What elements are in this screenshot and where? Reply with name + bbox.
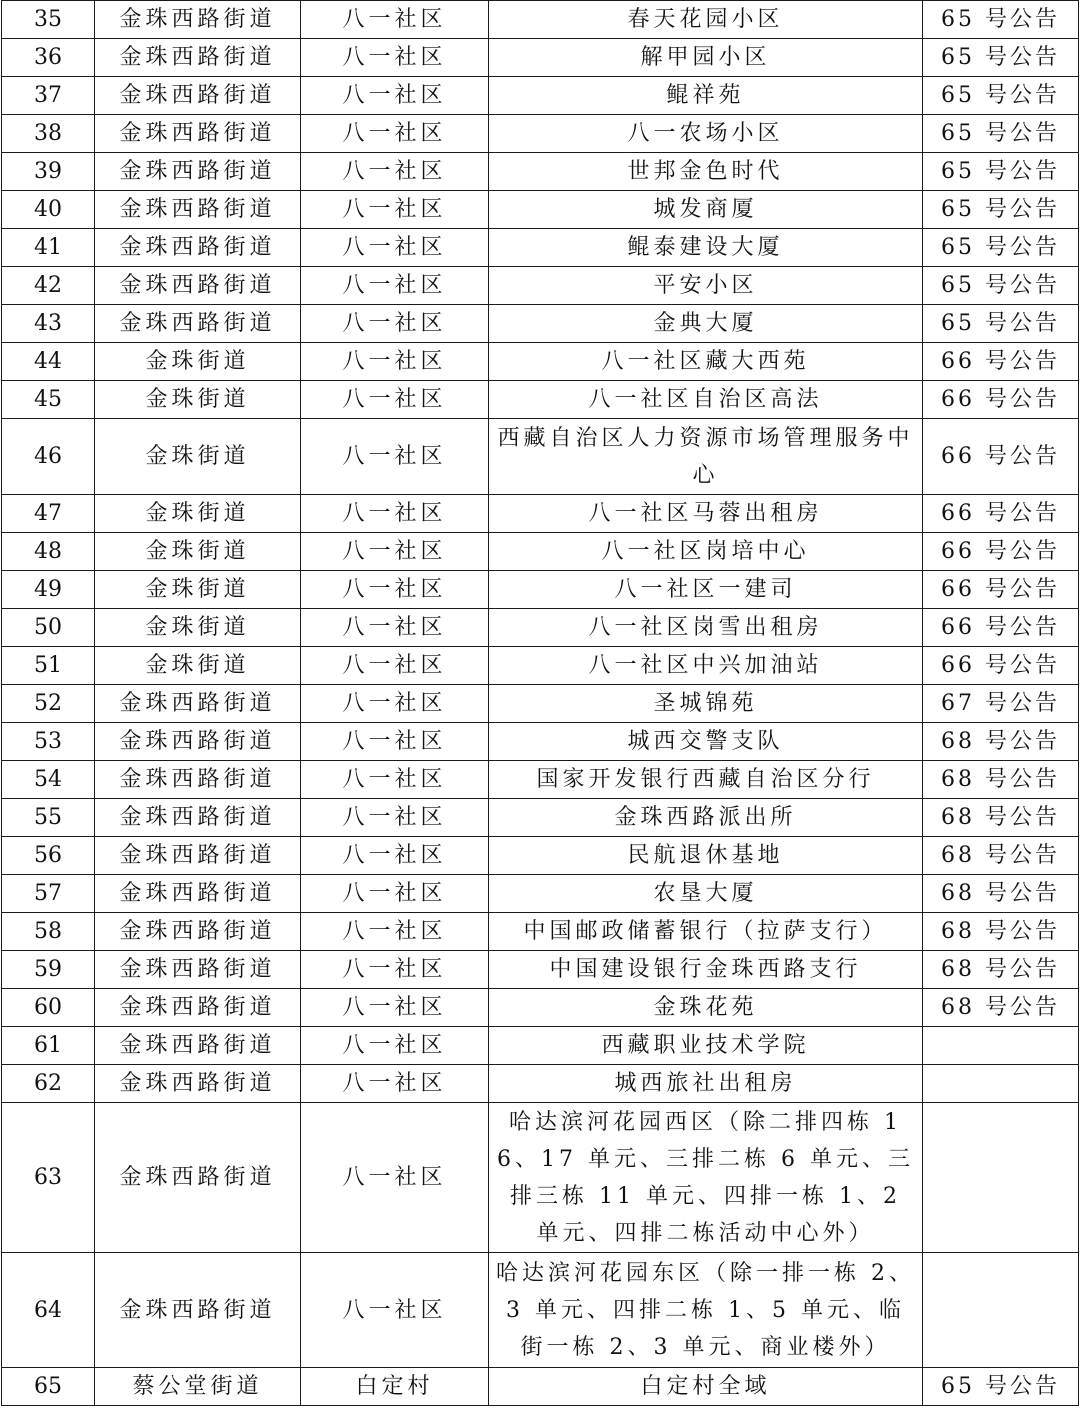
area-cell: 城西交警支队 (489, 723, 923, 761)
table-row (2, 761, 1079, 799)
community-cell: 八一社区 (301, 77, 489, 115)
street-cell: 金珠西路街道 (95, 305, 301, 343)
row-number-cell: 60 (2, 989, 95, 1027)
area-cell: 民航退休基地 (489, 837, 923, 875)
community-cell: 八一社区 (301, 609, 489, 647)
row-number-cell: 35 (2, 1, 95, 39)
area-cell: 八一社区藏大西苑 (489, 343, 923, 381)
community-cell: 八一社区 (301, 419, 489, 495)
notice-cell: 68 号公告 (923, 723, 1079, 761)
table-row (2, 951, 1079, 989)
row-number-cell: 58 (2, 913, 95, 951)
table-row (2, 343, 1079, 381)
row-number-cell: 62 (2, 1065, 95, 1103)
community-cell: 八一社区 (301, 153, 489, 191)
area-cell: 中国邮政储蓄银行（拉萨支行） (489, 913, 923, 951)
area-cell: 西藏自治区人力资源市场管理服务中心 (489, 419, 923, 495)
table-row (2, 913, 1079, 951)
community-cell: 八一社区 (301, 989, 489, 1027)
community-cell: 八一社区 (301, 305, 489, 343)
table-row (2, 723, 1079, 761)
area-cell: 鲲祥苑 (489, 77, 923, 115)
table-row (2, 1, 1079, 39)
notice-cell: 65 号公告 (923, 305, 1079, 343)
table-row (2, 837, 1079, 875)
row-number-cell: 54 (2, 761, 95, 799)
community-cell: 八一社区 (301, 1065, 489, 1103)
row-number-cell: 41 (2, 229, 95, 267)
notice-cell (923, 1065, 1079, 1103)
table-row (2, 799, 1079, 837)
street-cell: 金珠西路街道 (95, 799, 301, 837)
table-row (2, 571, 1079, 609)
street-cell: 金珠西路街道 (95, 1103, 301, 1253)
table-row (2, 39, 1079, 77)
notice-cell: 66 号公告 (923, 419, 1079, 495)
row-number-cell: 52 (2, 685, 95, 723)
street-cell: 金珠西路街道 (95, 153, 301, 191)
row-number-cell: 53 (2, 723, 95, 761)
community-cell: 八一社区 (301, 951, 489, 989)
community-cell: 八一社区 (301, 267, 489, 305)
street-cell: 金珠西路街道 (95, 191, 301, 229)
closure-area-table (1, 0, 1079, 1406)
table-row (2, 989, 1079, 1027)
row-number-cell: 64 (2, 1253, 95, 1368)
table-row (2, 609, 1079, 647)
street-cell: 金珠西路街道 (95, 1253, 301, 1368)
table-row (2, 229, 1079, 267)
row-number-cell: 56 (2, 837, 95, 875)
row-number-cell: 39 (2, 153, 95, 191)
community-cell: 八一社区 (301, 495, 489, 533)
table-row (2, 1065, 1079, 1103)
community-cell: 八一社区 (301, 837, 489, 875)
street-cell: 金珠西路街道 (95, 761, 301, 799)
street-cell: 金珠西路街道 (95, 723, 301, 761)
area-cell: 国家开发银行西藏自治区分行 (489, 761, 923, 799)
street-cell: 金珠街道 (95, 419, 301, 495)
community-cell: 八一社区 (301, 115, 489, 153)
notice-cell: 68 号公告 (923, 799, 1079, 837)
row-number-cell: 46 (2, 419, 95, 495)
notice-cell: 65 号公告 (923, 115, 1079, 153)
table-row (2, 381, 1079, 419)
street-cell: 金珠西路街道 (95, 1065, 301, 1103)
notice-cell: 66 号公告 (923, 343, 1079, 381)
notice-cell: 68 号公告 (923, 951, 1079, 989)
area-cell: 哈达滨河花园东区（除一排一栋 2、3 单元、四排二栋 1、5 单元、临街一栋 2、3 单元、商业楼外） (489, 1253, 923, 1368)
area-cell: 鲲泰建设大厦 (489, 229, 923, 267)
street-cell: 金珠西路街道 (95, 685, 301, 723)
street-cell: 蔡公堂街道 (95, 1368, 301, 1406)
area-cell: 农垦大厦 (489, 875, 923, 913)
community-cell: 八一社区 (301, 685, 489, 723)
community-cell: 八一社区 (301, 913, 489, 951)
table-row (2, 875, 1079, 913)
table-row (2, 1103, 1079, 1253)
community-cell: 八一社区 (301, 761, 489, 799)
area-cell: 哈达滨河花园西区（除二排四栋 16、17 单元、三排二栋 6 单元、三排三栋 11 单元、四排一栋 1、2 单元、四排二栋活动中心外） (489, 1103, 923, 1253)
community-cell: 八一社区 (301, 1, 489, 39)
area-cell: 中国建设银行金珠西路支行 (489, 951, 923, 989)
street-cell: 金珠西路街道 (95, 951, 301, 989)
area-cell: 城发商厦 (489, 191, 923, 229)
row-number-cell: 65 (2, 1368, 95, 1406)
notice-cell: 66 号公告 (923, 381, 1079, 419)
notice-cell: 66 号公告 (923, 571, 1079, 609)
area-cell: 圣城锦苑 (489, 685, 923, 723)
area-cell: 平安小区 (489, 267, 923, 305)
community-cell: 八一社区 (301, 647, 489, 685)
table-row (2, 685, 1079, 723)
area-cell: 白定村全域 (489, 1368, 923, 1406)
notice-cell: 65 号公告 (923, 229, 1079, 267)
street-cell: 金珠西路街道 (95, 77, 301, 115)
notice-cell: 68 号公告 (923, 875, 1079, 913)
area-cell: 世邦金色时代 (489, 153, 923, 191)
table-row (2, 495, 1079, 533)
notice-cell: 65 号公告 (923, 1, 1079, 39)
table-body (2, 1, 1079, 1406)
table-row (2, 533, 1079, 571)
street-cell: 金珠街道 (95, 609, 301, 647)
notice-cell: 65 号公告 (923, 191, 1079, 229)
community-cell: 八一社区 (301, 381, 489, 419)
area-cell: 金珠花苑 (489, 989, 923, 1027)
area-cell: 八一社区岗雪出租房 (489, 609, 923, 647)
area-cell: 八一社区岗培中心 (489, 533, 923, 571)
community-cell: 八一社区 (301, 1253, 489, 1368)
row-number-cell: 49 (2, 571, 95, 609)
community-cell: 八一社区 (301, 1027, 489, 1065)
area-cell: 八一社区马蓉出租房 (489, 495, 923, 533)
street-cell: 金珠西路街道 (95, 39, 301, 77)
table-row (2, 115, 1079, 153)
street-cell: 金珠街道 (95, 571, 301, 609)
row-number-cell: 42 (2, 267, 95, 305)
community-cell: 八一社区 (301, 799, 489, 837)
street-cell: 金珠西路街道 (95, 115, 301, 153)
street-cell: 金珠西路街道 (95, 837, 301, 875)
table-row (2, 1253, 1079, 1368)
row-number-cell: 43 (2, 305, 95, 343)
area-cell: 八一社区自治区高法 (489, 381, 923, 419)
row-number-cell: 50 (2, 609, 95, 647)
row-number-cell: 47 (2, 495, 95, 533)
street-cell: 金珠西路街道 (95, 989, 301, 1027)
street-cell: 金珠西路街道 (95, 267, 301, 305)
notice-cell: 68 号公告 (923, 913, 1079, 951)
row-number-cell: 51 (2, 647, 95, 685)
table-row (2, 647, 1079, 685)
community-cell: 白定村 (301, 1368, 489, 1406)
community-cell: 八一社区 (301, 571, 489, 609)
row-number-cell: 55 (2, 799, 95, 837)
notice-cell: 67 号公告 (923, 685, 1079, 723)
community-cell: 八一社区 (301, 191, 489, 229)
row-number-cell: 45 (2, 381, 95, 419)
table-row (2, 191, 1079, 229)
notice-cell: 68 号公告 (923, 761, 1079, 799)
street-cell: 金珠西路街道 (95, 913, 301, 951)
area-cell: 金珠西路派出所 (489, 799, 923, 837)
table-row (2, 153, 1079, 191)
area-cell: 八一社区一建司 (489, 571, 923, 609)
area-cell: 西藏职业技术学院 (489, 1027, 923, 1065)
community-cell: 八一社区 (301, 1103, 489, 1253)
row-number-cell: 37 (2, 77, 95, 115)
notice-cell: 65 号公告 (923, 39, 1079, 77)
community-cell: 八一社区 (301, 875, 489, 913)
area-cell: 城西旅社出租房 (489, 1065, 923, 1103)
row-number-cell: 48 (2, 533, 95, 571)
street-cell: 金珠西路街道 (95, 1, 301, 39)
area-cell: 八一社区中兴加油站 (489, 647, 923, 685)
area-cell: 解甲园小区 (489, 39, 923, 77)
community-cell: 八一社区 (301, 39, 489, 77)
street-cell: 金珠街道 (95, 343, 301, 381)
community-cell: 八一社区 (301, 533, 489, 571)
street-cell: 金珠街道 (95, 495, 301, 533)
notice-cell: 65 号公告 (923, 77, 1079, 115)
street-cell: 金珠西路街道 (95, 229, 301, 267)
notice-cell (923, 1253, 1079, 1368)
row-number-cell: 57 (2, 875, 95, 913)
street-cell: 金珠西路街道 (95, 875, 301, 913)
community-cell: 八一社区 (301, 343, 489, 381)
notice-cell (923, 1103, 1079, 1253)
table-row (2, 305, 1079, 343)
notice-cell: 65 号公告 (923, 267, 1079, 305)
notice-cell: 66 号公告 (923, 495, 1079, 533)
row-number-cell: 36 (2, 39, 95, 77)
notice-cell: 66 号公告 (923, 609, 1079, 647)
notice-cell: 68 号公告 (923, 989, 1079, 1027)
table-row (2, 1027, 1079, 1065)
area-cell: 春天花园小区 (489, 1, 923, 39)
row-number-cell: 44 (2, 343, 95, 381)
row-number-cell: 61 (2, 1027, 95, 1065)
street-cell: 金珠街道 (95, 647, 301, 685)
street-cell: 金珠西路街道 (95, 1027, 301, 1065)
row-number-cell: 63 (2, 1103, 95, 1253)
row-number-cell: 40 (2, 191, 95, 229)
street-cell: 金珠街道 (95, 381, 301, 419)
community-cell: 八一社区 (301, 229, 489, 267)
row-number-cell: 38 (2, 115, 95, 153)
area-cell: 金典大厦 (489, 305, 923, 343)
notice-cell: 65 号公告 (923, 1368, 1079, 1406)
table-row (2, 1368, 1079, 1406)
table-row (2, 77, 1079, 115)
area-cell: 八一农场小区 (489, 115, 923, 153)
table-row (2, 267, 1079, 305)
notice-cell: 68 号公告 (923, 837, 1079, 875)
notice-cell: 66 号公告 (923, 533, 1079, 571)
notice-cell (923, 1027, 1079, 1065)
row-number-cell: 59 (2, 951, 95, 989)
table-row (2, 419, 1079, 495)
community-cell: 八一社区 (301, 723, 489, 761)
notice-cell: 66 号公告 (923, 647, 1079, 685)
street-cell: 金珠街道 (95, 533, 301, 571)
notice-cell: 65 号公告 (923, 153, 1079, 191)
